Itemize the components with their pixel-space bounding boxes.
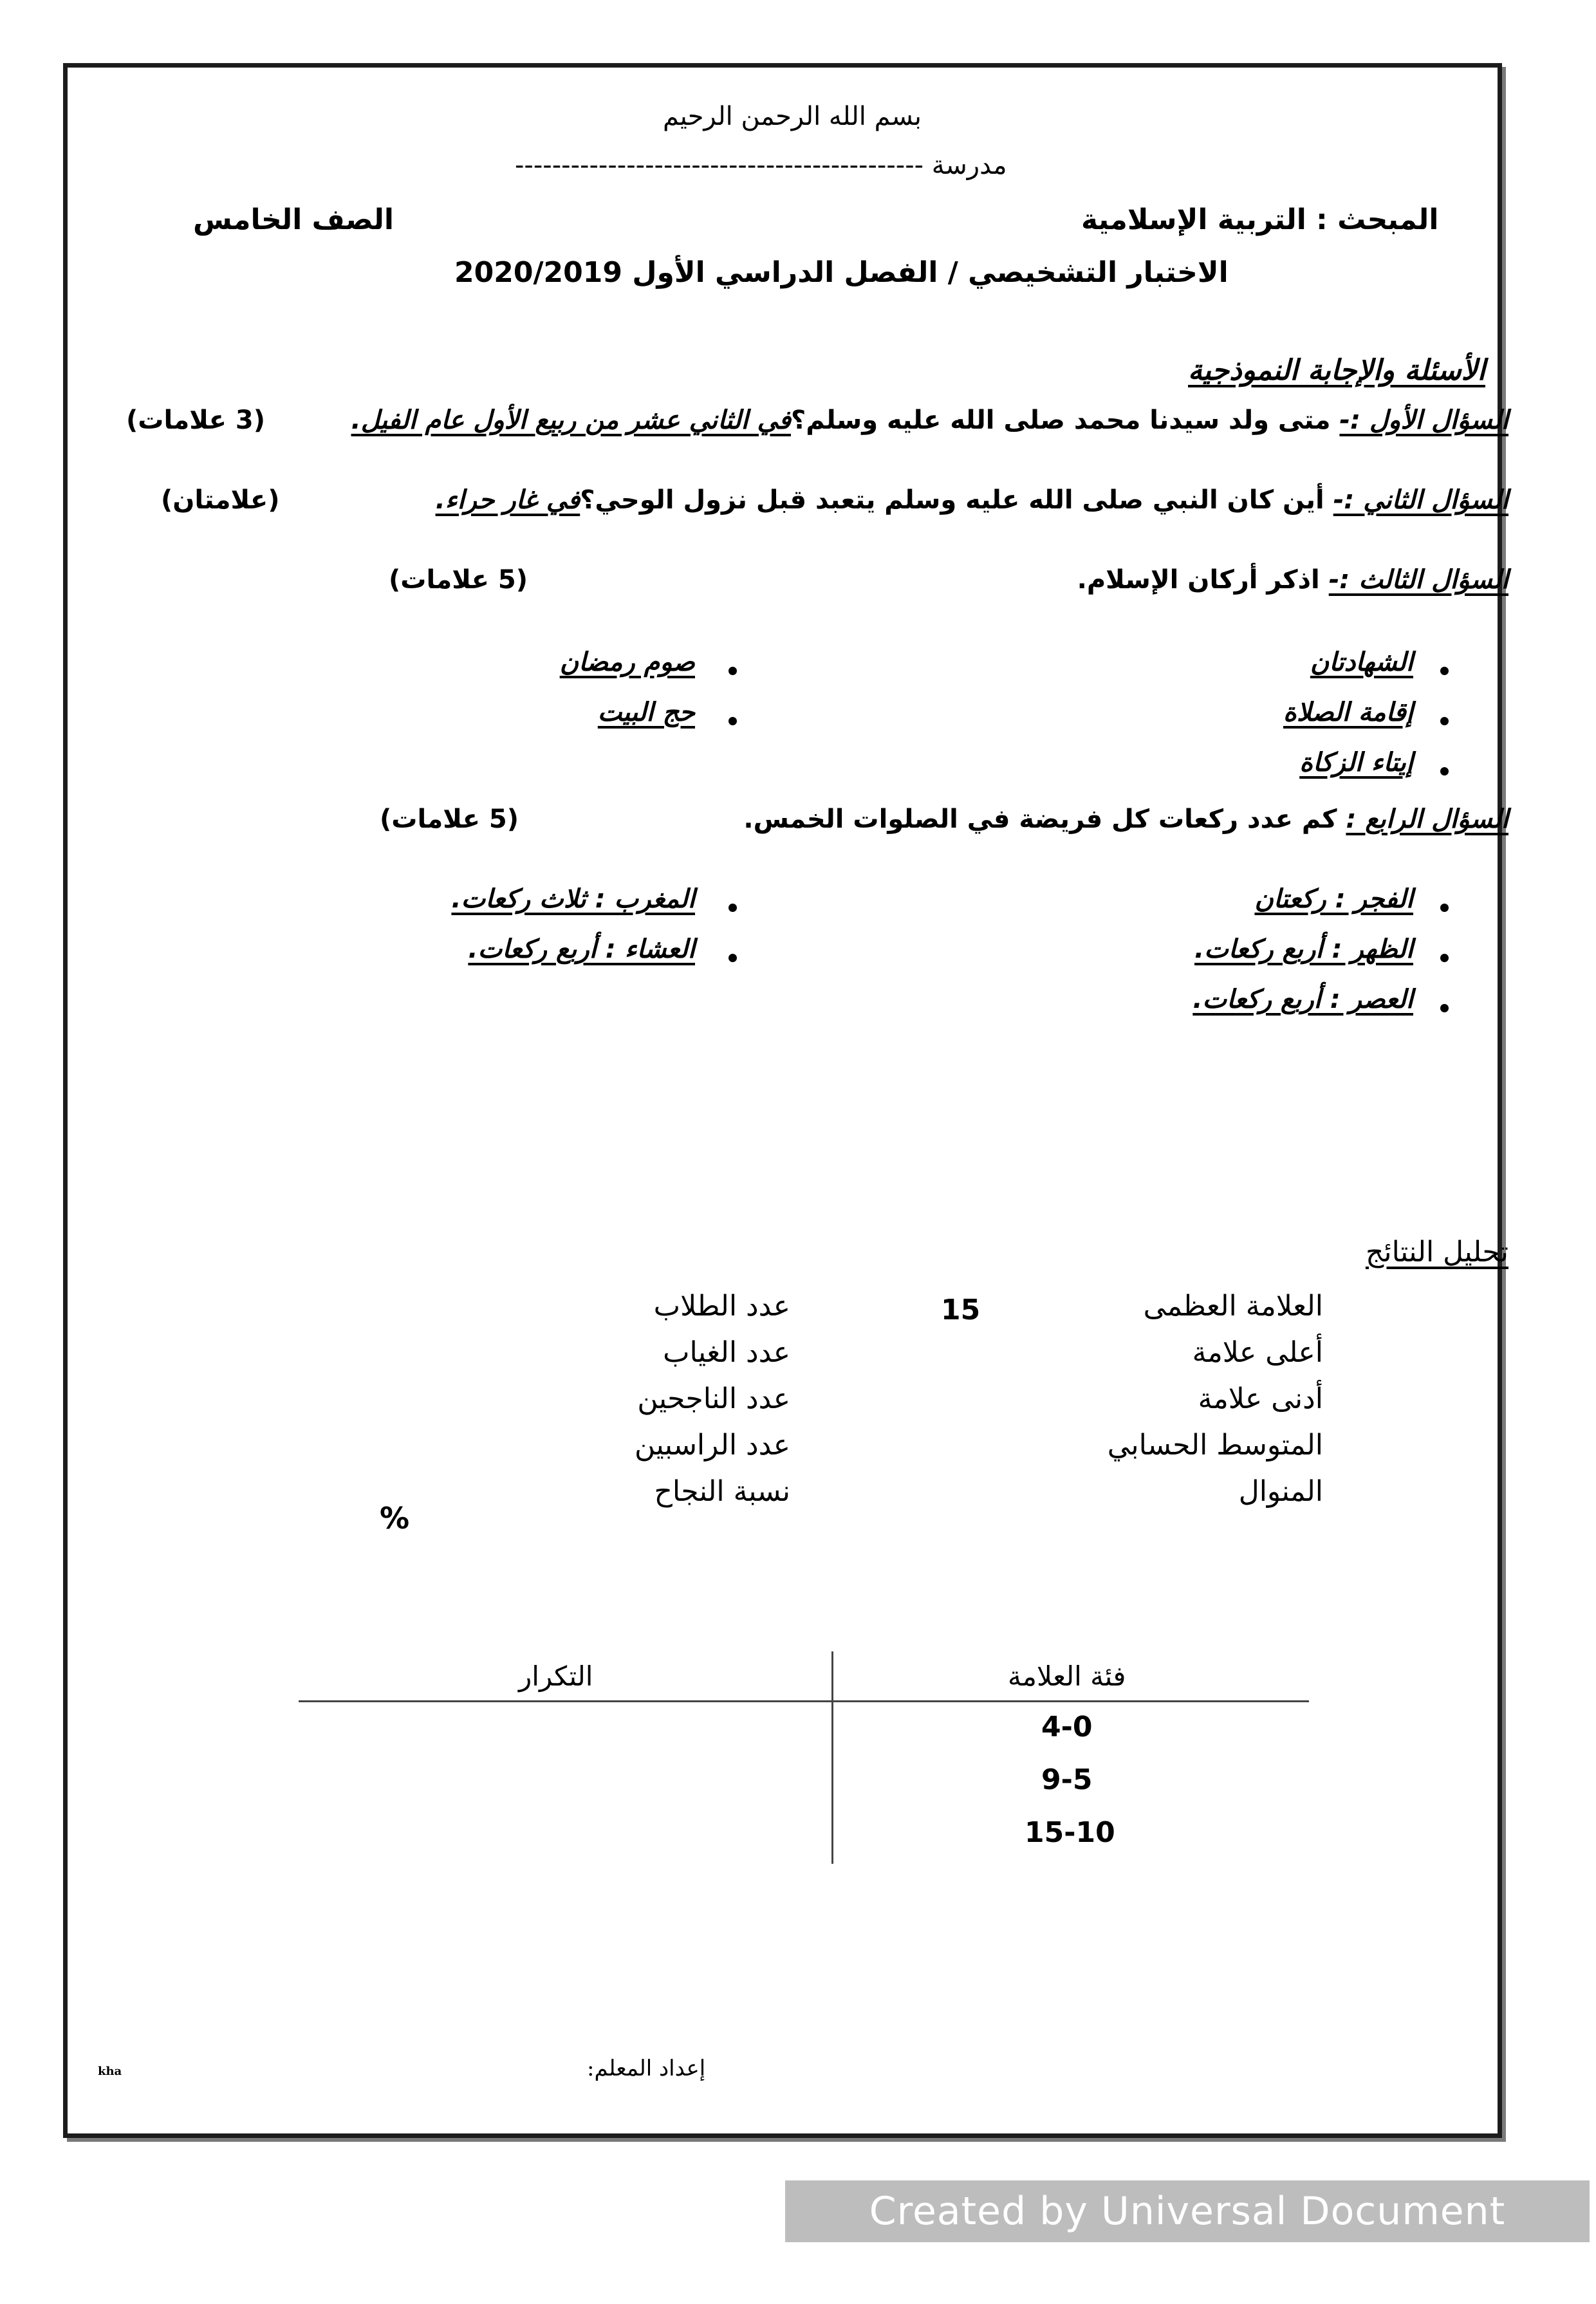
watermark-banner: Created by Universal Document Converter: [785, 2180, 1590, 2242]
school-name: مدرسة --------------------------------------------: [515, 151, 1007, 180]
list-item: الفجر : ركعتان: [1254, 884, 1413, 914]
question-2: [436, 485, 1508, 515]
bullet: [1440, 904, 1449, 912]
subject: المبحث : التربية الإسلامية: [1081, 203, 1439, 236]
stat-label: أدنى علامة: [1198, 1382, 1323, 1415]
analysis-title: تحليل النتائج: [1365, 1236, 1508, 1268]
percent-sign: %: [380, 1501, 410, 1536]
basmala: بسم الله الرحمن الرحيم: [663, 102, 922, 131]
bullet: [728, 904, 737, 912]
q2-label: السؤال الثاني :-: [1333, 485, 1508, 515]
list-item: العصر : أربع ركعات.: [1192, 985, 1413, 1014]
stat-label: المنوال: [1238, 1475, 1323, 1508]
table-cell-category: 4-0: [1041, 1711, 1093, 1743]
stat-label: عدد الغياب: [663, 1336, 790, 1369]
exam-title: الاختبار التشخيصي / الفصل الدراسي الأول 2020/2019: [454, 256, 1229, 289]
bullet: [1440, 667, 1449, 675]
list-item: صوم رمضان: [559, 647, 695, 677]
footer-mark: kha: [98, 2065, 122, 2078]
q2-answer: في غار حراء.: [435, 485, 580, 515]
q3-text: اذكر أركان الإسلام.: [1077, 565, 1320, 595]
grade: الصف الخامس: [193, 203, 394, 236]
table-header-divider: [299, 1700, 1309, 1702]
question-4: [743, 804, 1508, 834]
table-cell-category: 15-10: [1025, 1816, 1115, 1849]
section-title: الأسئلة والإجابة النموذجية: [1188, 354, 1485, 387]
stat-label: العلامة العظمى: [1143, 1290, 1323, 1323]
q1-answer: في الثاني عشر من ربيع الأول عام الفيل.: [351, 405, 792, 435]
bullet: [728, 954, 737, 962]
bullet: [1440, 717, 1449, 725]
q3-label: السؤال الثالث :-: [1328, 565, 1508, 595]
question-1: [351, 405, 1508, 435]
q4-marks: (5 علامات): [380, 804, 519, 834]
list-item: إيتاء الزكاة: [1299, 748, 1413, 777]
list-item: الشهادتان: [1310, 647, 1413, 677]
stat-label: عدد الناجحين: [637, 1382, 790, 1415]
list-item: حج البيت: [597, 698, 695, 727]
list-item: إقامة الصلاة: [1283, 698, 1413, 727]
list-item: العشاء : أربع ركعات.: [468, 934, 695, 964]
q2-marks: (علامتان): [161, 485, 280, 515]
bullet: [728, 717, 737, 725]
stat-label: نسبة النجاح: [654, 1475, 790, 1508]
question-3: [1077, 565, 1508, 595]
list-item: الظهر : أربع ركعات.: [1194, 934, 1413, 964]
table-column-divider: [831, 1651, 833, 1864]
table-header-frequency: التكرار: [519, 1660, 593, 1692]
q1-label: السؤال الأول :-: [1339, 405, 1508, 435]
list-item: المغرب : ثلاث ركعات.: [451, 884, 695, 914]
q1-marks: (3 علامات): [126, 405, 266, 435]
q2-text: أين كان النبي صلى الله عليه وسلم يتعبد قبل نزول الوحي؟: [580, 485, 1324, 515]
stat-label: عدد الراسبين: [635, 1429, 790, 1462]
q3-marks: (5 علامات): [389, 565, 528, 595]
table-cell-category: 9-5: [1041, 1763, 1093, 1796]
q4-label: السؤال الرابع :: [1346, 804, 1508, 834]
q1-text: متى ولد سيدنا محمد صلى الله عليه وسلم؟: [791, 405, 1331, 435]
stat-label: أعلى علامة: [1192, 1336, 1323, 1369]
q4-text: كم عدد ركعات كل فريضة في الصلوات الخمس.: [743, 804, 1337, 834]
bullet: [1440, 954, 1449, 962]
bullet: [1440, 1004, 1449, 1012]
teacher-label: إعداد المعلم:: [587, 2056, 706, 2081]
bullet: [728, 667, 737, 675]
stat-label: عدد الطلاب: [653, 1290, 790, 1323]
stat-label: المتوسط الحسابي: [1107, 1429, 1323, 1462]
max-mark-value: 15: [941, 1294, 981, 1326]
table-header-category: فئة العلامة: [1008, 1660, 1126, 1692]
bullet: [1440, 767, 1449, 776]
